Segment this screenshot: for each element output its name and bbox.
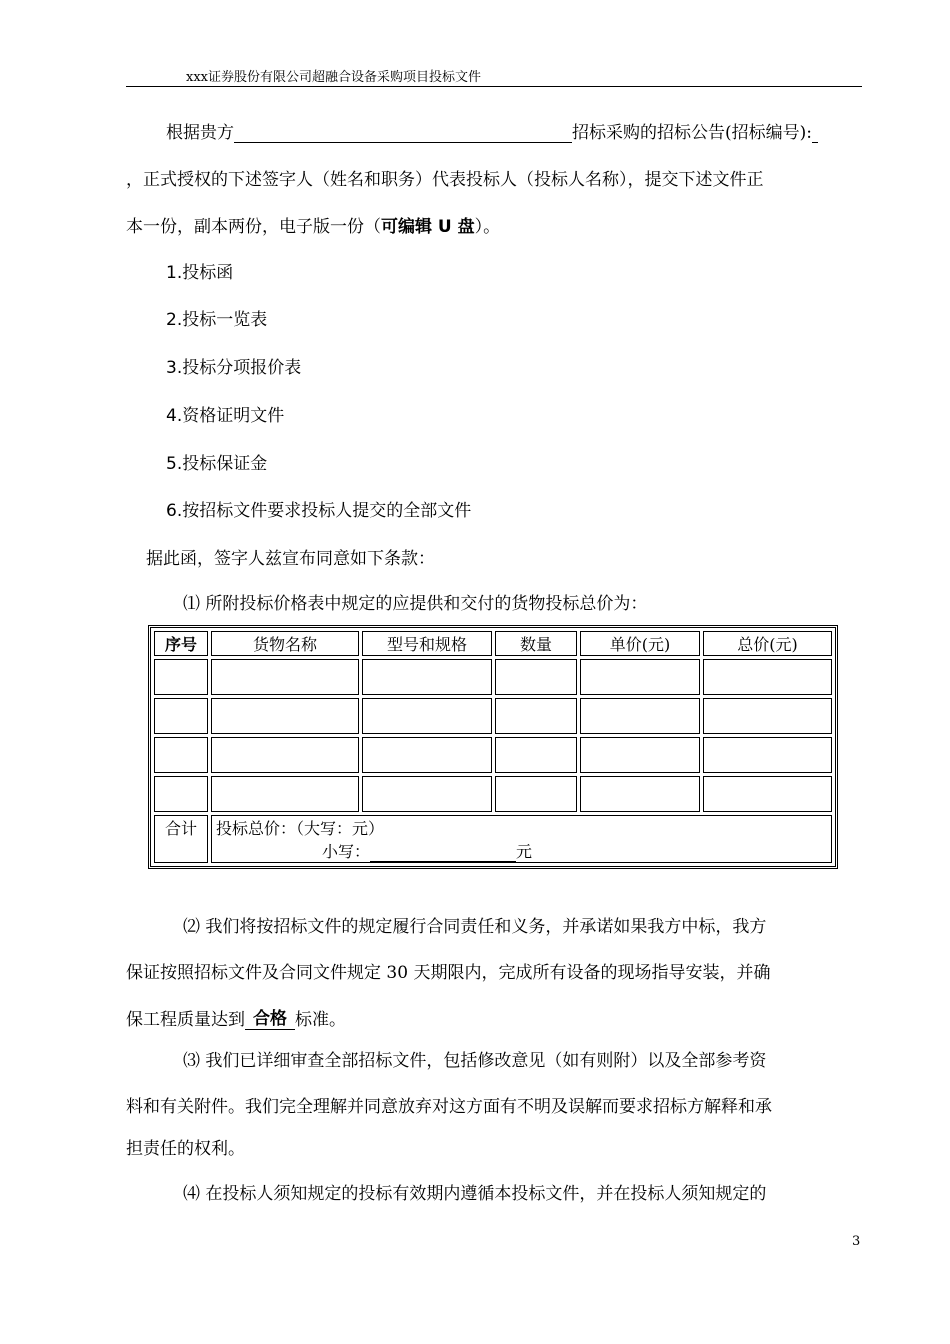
declaration: 据此函，签字人兹宣布同意如下条款：	[146, 549, 435, 569]
doc-item-5: 5.投标保证金	[166, 454, 268, 474]
table-row	[154, 737, 832, 773]
tender-number-blank	[812, 124, 818, 143]
clause-1: ⑴ 所附投标价格表中规定的应提供和交付的货物投标总价为：	[183, 594, 648, 614]
header-title: xxx证券股份有限公司超融合设备采购项目投标文件	[186, 70, 481, 85]
doc-item-6: 6.按招标文件要求投标人提交的全部文件	[166, 501, 472, 521]
quality-standard: 合格	[245, 1004, 295, 1030]
total-numeric-blank	[370, 845, 516, 862]
intro-line-3-a: 本一份，副本两份，电子版一份（	[126, 217, 381, 237]
total-label: 合计	[154, 815, 208, 863]
total-numeric-label: 小写：	[322, 842, 371, 861]
clause-3-line-1: ⑶ 我们已详细审查全部招标文件，包括修改意见（如有则附）以及全部参考资	[183, 1051, 767, 1071]
tender-party-blank	[234, 124, 572, 143]
clause-2-line-3-a: 保工程质量达到	[126, 1010, 245, 1030]
intro-line-1	[166, 118, 906, 143]
clause-3-line-2: 料和有关附件。我们完全理解并同意放弃对这方面有不明及误解而要求招标方解释和承	[126, 1097, 772, 1117]
usb-note: 可编辑 U 盘	[381, 217, 475, 237]
total-numeric-unit: 元	[516, 842, 533, 861]
page-number: 3	[852, 1234, 861, 1249]
clause-4-line-1: ⑷ 在投标人须知规定的投标有效期内遵循本投标文件，并在投标人须知规定的	[183, 1184, 767, 1204]
col-header-index: 序号	[154, 631, 208, 656]
clause-2-line-1: ⑵ 我们将按招标文件的规定履行合同责任和义务，并承诺如果我方中标，我方	[183, 917, 767, 937]
price-table	[150, 627, 836, 867]
doc-item-3: 3.投标分项报价表	[166, 358, 302, 378]
clause-2-line-3	[126, 1004, 866, 1030]
col-header-model: 型号和规格	[362, 631, 492, 656]
table-row	[154, 698, 832, 734]
col-header-unit-price: 单价(元)	[580, 631, 700, 656]
table-header-row	[154, 631, 832, 656]
clause-2-line-2: 保证按照招标文件及合同文件规定 30 天期限内，完成所有设备的现场指导安装，并确	[126, 963, 771, 983]
col-header-name: 货物名称	[211, 631, 359, 656]
total-capital: 投标总价：（大写：元）	[216, 819, 385, 838]
doc-item-4: 4.资格证明文件	[166, 406, 285, 426]
clause-2-line-3-b: 标准。	[295, 1010, 346, 1030]
clause-3-line-3: 担责任的权利。	[126, 1139, 245, 1159]
intro-text-b: 招标采购的招标公告(招标编号):	[572, 123, 812, 143]
doc-item-1: 1.投标函	[166, 263, 234, 283]
total-numeric	[216, 839, 827, 862]
page-header	[126, 64, 862, 87]
table-total-row	[154, 815, 832, 863]
doc-item-2: 2.投标一览表	[166, 310, 268, 330]
intro-line-2: ，正式授权的下述签字人（姓名和职务）代表投标人（投标人名称），提交下述文件正	[126, 170, 764, 190]
col-header-total-price: 总价(元)	[703, 631, 832, 656]
table-row	[154, 659, 832, 695]
intro-text-a: 根据贵方	[166, 123, 234, 143]
table-row	[154, 776, 832, 812]
intro-line-3-b: ）。	[474, 217, 501, 237]
total-cell	[211, 815, 832, 863]
col-header-qty: 数量	[495, 631, 577, 656]
intro-line-3	[126, 212, 866, 237]
